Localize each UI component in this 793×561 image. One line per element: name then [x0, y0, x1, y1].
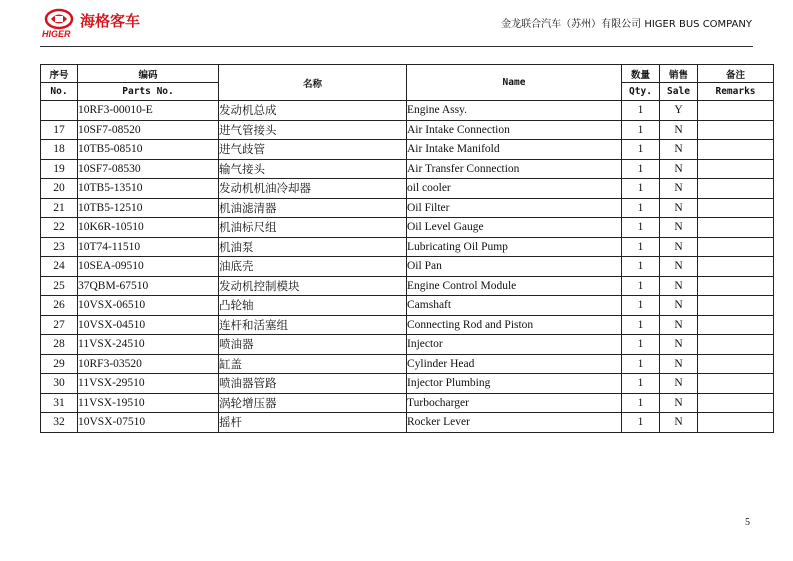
row-name-en: Rocker Lever — [407, 413, 622, 433]
row-sale: N — [660, 374, 698, 394]
row-name-en: Oil Level Gauge — [407, 218, 622, 238]
header-qty-cn: 数量 — [622, 65, 660, 83]
row-name-cn: 凸轮轴 — [219, 296, 407, 316]
row-remarks — [698, 276, 774, 296]
row-no: 25 — [41, 276, 78, 296]
row-remarks — [698, 218, 774, 238]
row-part-no: 10K6R-10510 — [78, 218, 219, 238]
row-no: 17 — [41, 120, 78, 140]
header-remarks-en: Remarks — [698, 83, 774, 101]
row-sale: N — [660, 276, 698, 296]
row-name-en: Cylinder Head — [407, 354, 622, 374]
row-sale: N — [660, 257, 698, 277]
table-row — [41, 276, 774, 296]
row-sale: N — [660, 237, 698, 257]
table-row — [41, 393, 774, 413]
row-qty: 1 — [622, 140, 660, 160]
row-no: 20 — [41, 179, 78, 199]
row-name-cn: 机油标尺组 — [219, 218, 407, 238]
row-no: 18 — [41, 140, 78, 160]
row-part-no: 11VSX-29510 — [78, 374, 219, 394]
row-qty: 1 — [622, 393, 660, 413]
row-name-en: Lubricating Oil Pump — [407, 237, 622, 257]
row-name-en: Engine Assy. — [407, 101, 622, 121]
row-no: 22 — [41, 218, 78, 238]
row-name-en: Injector — [407, 335, 622, 355]
row-qty: 1 — [622, 179, 660, 199]
table-row — [41, 315, 774, 335]
row-qty: 1 — [622, 218, 660, 238]
header-seq-cn: 序号 — [41, 65, 78, 83]
row-no: 27 — [41, 315, 78, 335]
row-remarks — [698, 335, 774, 355]
row-sale: N — [660, 354, 698, 374]
row-name-cn: 摇杆 — [219, 413, 407, 433]
row-name-cn: 进气歧管 — [219, 140, 407, 160]
row-part-no: 10TB5-12510 — [78, 198, 219, 218]
row-remarks — [698, 257, 774, 277]
table-row — [41, 120, 774, 140]
row-name-cn: 喷油器 — [219, 335, 407, 355]
row-part-no: 10TB5-13510 — [78, 179, 219, 199]
row-qty: 1 — [622, 335, 660, 355]
row-sale: N — [660, 198, 698, 218]
row-qty: 1 — [622, 120, 660, 140]
table-row — [41, 413, 774, 433]
header-name-cn: 名称 — [219, 65, 407, 101]
row-sale: N — [660, 140, 698, 160]
row-name-cn: 发动机控制模块 — [219, 276, 407, 296]
header-sale-en: Sale — [660, 83, 698, 101]
row-qty: 1 — [622, 374, 660, 394]
header-part-en: Parts No. — [78, 83, 219, 101]
table-row — [41, 198, 774, 218]
header-qty-en: Qty. — [622, 83, 660, 101]
row-no: 23 — [41, 237, 78, 257]
table-row — [41, 374, 774, 394]
row-part-no: 10SF7-08530 — [78, 159, 219, 179]
row-qty: 1 — [622, 198, 660, 218]
row-part-no: 11VSX-24510 — [78, 335, 219, 355]
row-remarks — [698, 393, 774, 413]
row-remarks — [698, 159, 774, 179]
row-qty: 1 — [622, 257, 660, 277]
table-row — [41, 257, 774, 277]
table-row — [41, 159, 774, 179]
row-sale: N — [660, 393, 698, 413]
row-part-no: 10TB5-08510 — [78, 140, 219, 160]
table-row — [41, 179, 774, 199]
header-name-en: Name — [407, 65, 622, 101]
row-qty: 1 — [622, 237, 660, 257]
row-part-no: 10VSX-06510 — [78, 296, 219, 316]
row-sale: Y — [660, 101, 698, 121]
row-name-cn: 机油滤清器 — [219, 198, 407, 218]
header-divider — [40, 46, 753, 47]
row-remarks — [698, 198, 774, 218]
row-part-no: 10SEA-09510 — [78, 257, 219, 277]
row-qty: 1 — [622, 101, 660, 121]
row-remarks — [698, 179, 774, 199]
row-name-en: Air Intake Connection — [407, 120, 622, 140]
logo-chinese-name: 海格客车 — [80, 12, 141, 30]
row-qty: 1 — [622, 354, 660, 374]
row-no: 21 — [41, 198, 78, 218]
row-remarks — [698, 120, 774, 140]
row-name-cn: 输气接头 — [219, 159, 407, 179]
row-sale: N — [660, 159, 698, 179]
row-name-en: Camshaft — [407, 296, 622, 316]
row-name-cn: 油底壳 — [219, 257, 407, 277]
row-name-cn: 发动机总成 — [219, 101, 407, 121]
row-remarks — [698, 237, 774, 257]
row-sale: N — [660, 296, 698, 316]
row-part-no: 10RF3-03520 — [78, 354, 219, 374]
row-name-en: Connecting Rod and Piston — [407, 315, 622, 335]
header-sale-cn: 销售 — [660, 65, 698, 83]
row-name-en: Air Intake Manifold — [407, 140, 622, 160]
header-seq-en: No. — [41, 83, 78, 101]
row-no — [41, 101, 78, 121]
row-no: 30 — [41, 374, 78, 394]
row-qty: 1 — [622, 159, 660, 179]
row-name-en: Oil Filter — [407, 198, 622, 218]
table-row — [41, 354, 774, 374]
page-number: 5 — [745, 517, 750, 528]
row-qty: 1 — [622, 413, 660, 433]
row-name-cn: 缸盖 — [219, 354, 407, 374]
row-no: 19 — [41, 159, 78, 179]
row-sale: N — [660, 413, 698, 433]
row-remarks — [698, 354, 774, 374]
row-no: 24 — [41, 257, 78, 277]
header-remarks-cn: 备注 — [698, 65, 774, 83]
row-name-cn: 机油泵 — [219, 237, 407, 257]
row-name-cn: 发动机机油冷却器 — [219, 179, 407, 199]
row-qty: 1 — [622, 315, 660, 335]
row-part-no: 11VSX-19510 — [78, 393, 219, 413]
row-name-en: Engine Control Module — [407, 276, 622, 296]
row-no: 26 — [41, 296, 78, 316]
table-row — [41, 218, 774, 238]
higer-logo — [44, 8, 154, 40]
row-sale: N — [660, 335, 698, 355]
row-name-cn: 涡轮增压器 — [219, 393, 407, 413]
row-no: 32 — [41, 413, 78, 433]
row-part-no: 37QBM-67510 — [78, 276, 219, 296]
row-sale: N — [660, 218, 698, 238]
row-remarks — [698, 374, 774, 394]
parts-table — [40, 64, 774, 433]
header-row-cn — [41, 65, 774, 83]
row-part-no: 10VSX-07510 — [78, 413, 219, 433]
table-row — [41, 101, 774, 121]
table-row — [41, 140, 774, 160]
table-row — [41, 296, 774, 316]
row-part-no: 10RF3-00010-E — [78, 101, 219, 121]
row-remarks — [698, 296, 774, 316]
row-qty: 1 — [622, 276, 660, 296]
row-no: 31 — [41, 393, 78, 413]
table-row — [41, 237, 774, 257]
row-name-cn: 进气管接头 — [219, 120, 407, 140]
logo-english-name: HIGER — [42, 29, 71, 39]
table-row — [41, 335, 774, 355]
row-name-cn: 连杆和活塞组 — [219, 315, 407, 335]
row-remarks — [698, 101, 774, 121]
row-no: 28 — [41, 335, 78, 355]
row-sale: N — [660, 179, 698, 199]
row-name-en: oil cooler — [407, 179, 622, 199]
row-part-no: 10VSX-04510 — [78, 315, 219, 335]
header-part-cn: 编码 — [78, 65, 219, 83]
row-name-en: Turbocharger — [407, 393, 622, 413]
row-name-en: Oil Pan — [407, 257, 622, 277]
row-part-no: 10T74-11510 — [78, 237, 219, 257]
row-sale: N — [660, 120, 698, 140]
higer-logo-icon — [44, 8, 74, 30]
row-name-en: Injector Plumbing — [407, 374, 622, 394]
row-remarks — [698, 315, 774, 335]
row-part-no: 10SF7-08520 — [78, 120, 219, 140]
row-sale: N — [660, 315, 698, 335]
row-name-cn: 喷油器管路 — [219, 374, 407, 394]
company-name: 金龙联合汽车（苏州）有限公司 HIGER BUS COMPANY — [501, 19, 752, 30]
row-remarks — [698, 413, 774, 433]
row-name-en: Air Transfer Connection — [407, 159, 622, 179]
row-remarks — [698, 140, 774, 160]
row-no: 29 — [41, 354, 78, 374]
row-qty: 1 — [622, 296, 660, 316]
